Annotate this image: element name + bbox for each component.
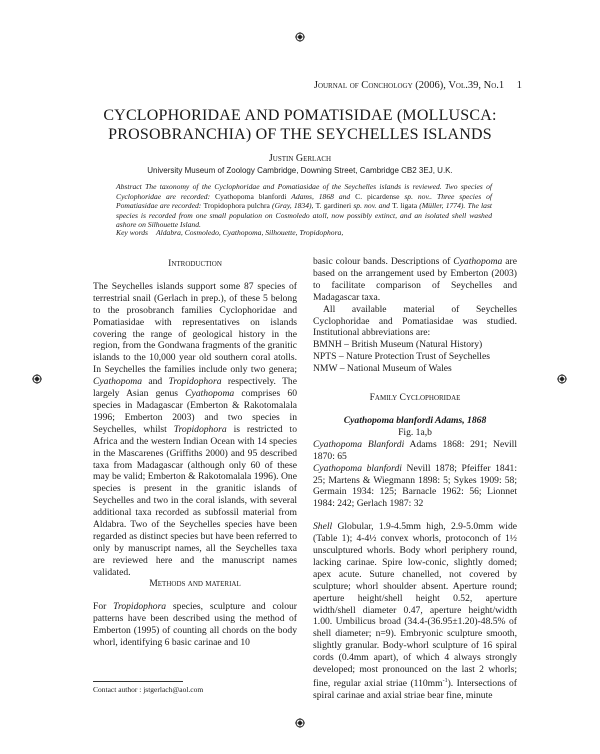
- registration-mark-right: [557, 374, 567, 384]
- author-name: Justin Gerlach: [268, 153, 332, 164]
- registration-mark-bottom: [295, 718, 305, 728]
- abstract-species: Cyathopoma blanfordi: [215, 191, 287, 201]
- methods-continued-paragraph: [313, 256, 517, 304]
- registration-mark-left: [32, 374, 42, 384]
- section-heading-methods: Methods and material: [149, 578, 241, 589]
- abstract-text: sp. nov. and: [351, 201, 393, 211]
- right-column: [313, 256, 517, 702]
- body-text: and: [142, 376, 169, 388]
- keywords-text: Aldabra, Cosmoledo, Cyathopoma, Silhouette, Tropidophora,: [156, 228, 344, 237]
- abstract-text: The taxonomy of the Cyclophoridae and Pomatiasidae of the Seychelles islands is reviewed. Two species of Cyclophoridae are recorded:: [116, 182, 492, 201]
- body-text: are based on the arrangement used by Emberton (2003) to facilitate comparison of Seychelles and Madagascar taxa.: [313, 256, 517, 303]
- abstract-species: C. picardense: [355, 191, 400, 201]
- paper-title: [70, 106, 530, 144]
- superscript: -1: [442, 678, 448, 684]
- left-column: [93, 258, 297, 579]
- species-name: Cyathopoma Blanfordi: [313, 438, 405, 450]
- citation-text: Nevill 1878; Pfeiffer 1841: 25; Martens & Wiegmann 1898: 5; Sykes 1909: 58; Germain 1934: 125; Barnacle 1962: 56; Lionnet 1984: 242; Gerlach 1987: 32: [313, 462, 517, 510]
- body-text: Globular, 1.9-4.5mm high, 2.9-5.0mm wide (Table 1); 4-4½ convex whorls, protoconch of 1½ unsculptured whorls. Body whorl periphery round, lacking carinae. Spire low-conic, slightly domed; apex acute. Suture chanelled, not covered by sculpture; whorl shoulder absent. Aperture round; aperture height/shell height 0.52, aperture width/shell diameter 0.47, aperture height/width 1.00. Umbilicus broad (34.4-(36.95±1.20)-48.5% of shell diameter; n=9). Embryonic sculpture smooth, slightly granular. Body-whorl sculpture of 16 spiral cords (0.4mm apart), of which 4 always strongly developed; most pronounced on the last 2 whorls; fine, regular axial striae (110mm: [313, 521, 517, 690]
- keywords: [116, 228, 496, 237]
- abstract-text: Adams, 1868 and: [286, 191, 356, 201]
- genus-name: Cyathopoma: [453, 256, 503, 267]
- body-text: The Seychelles islands support some 87 species of terrestrial snail (Gerlach in prep.), of these 5 belong to the prosobranch families Cyclophoridae and Pomatiasidae with representatives on islands covering the range of geological history in the region, from the Gondwana fragments of the granitic islands to the 10,000 year old southern coral atolls. In Seychelles the families include only two genera;: [93, 280, 297, 376]
- material-paragraph: All available material of Seychelles Cyclophoridae and Pomatiasidae was studied. Institutional abbreviations are:: [313, 303, 517, 339]
- author-affiliation: University Museum of Zoology Cambridge, Downing Street, Cambridge CB2 3EJ, U.K.: [147, 166, 453, 175]
- keywords-label: Key words: [116, 228, 148, 237]
- abstract-species: T. gardineri: [315, 201, 352, 211]
- abbreviation-item: NMW – National Museum of Wales: [313, 363, 452, 375]
- family-heading: Family Cyclophoridae: [369, 392, 461, 404]
- methods-section: [93, 578, 297, 649]
- abstract-label: Abstract: [116, 182, 142, 191]
- footnote-rule: [93, 681, 183, 682]
- title-line-1: CYCLOPHORIDAE AND POMATISIDAE (MOLLUSCA:: [103, 107, 497, 124]
- body-text: ). Intersections of spiral carinae and axial striae bear fine, minute: [313, 678, 517, 702]
- abstract-text: sp. nov.. Three species of Pomatiasidae are recorded:: [116, 191, 493, 211]
- abbreviation-item: NPTS – Nature Protection Trust of Seychelles: [313, 351, 490, 363]
- figure-reference: Fig. 1a,b: [398, 426, 432, 438]
- genus-name: Cyathopoma: [185, 388, 235, 400]
- journal-citation: Journal of Conchology (2006), Vol.39, No.1: [313, 80, 505, 91]
- introduction-paragraph: [93, 281, 297, 579]
- abstract-text: (Müller, 1774). The last species is recorded from one small population on Cosmoledo atoll, now possibly extinct, and an isolated shell washed ashore on Silhouette Island.: [116, 201, 493, 230]
- synonymy-entry: [313, 439, 517, 463]
- shell-description: [313, 521, 517, 702]
- genus-name: Cyathopoma: [93, 376, 143, 388]
- genus-name: Tropidophora: [113, 600, 167, 612]
- body-text: is restricted to Africa and the western Indian Ocean with 14 species in the Mascarenes (Griffiths 2000) and 95 described taxa from Madagascar (although only 60 of these may be valid; Emberton & Rakotomalala 1996). One species is present in the granitic islands of Seychelles and two in the coral islands, with several additional taxa recorded as subfossil material from Aldabra. Two of the Seychelles species have been regarded as distinct species but have been referred to only by manuscript names, all the Seychelles taxa are reviewed here and the manuscript names validated.: [93, 423, 297, 578]
- abstract-species: Tropidophora pulchra: [203, 201, 270, 211]
- abbreviation-item: BMNH – British Museum (Natural History): [313, 339, 483, 351]
- running-header: [314, 80, 522, 91]
- abstract-text: (Gray, 1834),: [269, 201, 316, 211]
- synonymy-entry: [313, 463, 517, 511]
- synonymy-list: [313, 439, 517, 510]
- contact-footnote: Contact author : jstgerlach@aol.com: [93, 685, 204, 694]
- species-name: Cyathopoma blanfordi: [313, 462, 402, 474]
- body-text: comprises 60 species in Madagascar (Emberton & Rakotomalala 1996; Emberton 2003) and two species in Seychelles, whilst: [93, 388, 297, 435]
- body-text: For: [93, 600, 114, 612]
- genus-name: Tropidophora: [173, 423, 227, 435]
- species-heading: Cyathopoma blanfordi Adams, 1868: [343, 414, 487, 426]
- genus-name: Tropidophora: [168, 376, 222, 388]
- page-number: 1: [516, 80, 522, 91]
- title-line-2: PROSOBRANCHIA) OF THE SEYCHELLES ISLANDS: [108, 126, 492, 143]
- section-heading-introduction: Introduction: [168, 258, 222, 269]
- body-text: species, sculpture and colour patterns have been described using the method of Emberton (1995) of counting all chords on the body whorl, identifying 6 basic carinae and 10: [93, 600, 297, 648]
- abstract: [116, 182, 492, 230]
- shell-label: Shell: [313, 521, 333, 533]
- body-text: basic colour bands. Descriptions of: [313, 256, 454, 267]
- registration-mark-top: [295, 32, 305, 42]
- methods-paragraph: [93, 601, 297, 649]
- citation-text: Adams 1868: 291; Nevill 1870: 65: [313, 438, 517, 462]
- body-text: respectively. The largely Asian genus: [93, 376, 297, 400]
- abstract-species: T. ligata: [392, 201, 418, 211]
